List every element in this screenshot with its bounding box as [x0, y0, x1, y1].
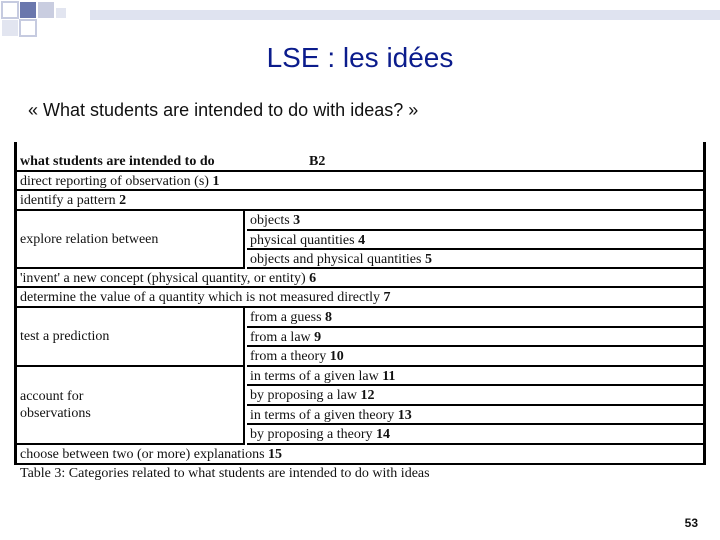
- table-row: [17, 445, 703, 465]
- row-number: 6: [309, 271, 317, 286]
- group-label-line1: account for: [20, 389, 84, 404]
- row-text: by proposing a law: [250, 388, 357, 403]
- row-text: objects: [250, 213, 290, 228]
- slide-subtitle: « What students are intended to do with ideas? »: [28, 100, 419, 120]
- table-row: [247, 386, 703, 406]
- table-row: [247, 367, 703, 386]
- group-label-text: explore relation between: [20, 231, 159, 247]
- table-row: [17, 269, 703, 288]
- row-number: 7: [383, 290, 391, 305]
- row-number: 12: [360, 388, 375, 403]
- row-number: 14: [375, 427, 390, 442]
- row-number: 3: [293, 213, 301, 228]
- table-row: [17, 191, 703, 211]
- header-col1: what students are intended to do: [20, 154, 215, 169]
- row-number: 5: [424, 252, 432, 267]
- row-text: in terms of a given law: [250, 369, 379, 384]
- table-row: [247, 250, 703, 269]
- row-number: 10: [329, 349, 344, 364]
- table-caption: Table 3: Categories related to what students are intended to do with ideas: [20, 466, 430, 481]
- table-row: [247, 347, 703, 367]
- row-number: 1: [212, 174, 220, 189]
- row-number: 11: [382, 369, 396, 384]
- row-number: 15: [268, 447, 283, 462]
- group-label-explore: [17, 211, 245, 269]
- table-row: [17, 288, 703, 308]
- table-row: [247, 211, 703, 231]
- row-text: in terms of a given theory: [250, 408, 395, 423]
- row-text: choose between two (or more) explanations: [20, 447, 265, 462]
- group-label-line2: observations: [20, 406, 91, 421]
- row-text: from a theory: [250, 349, 327, 364]
- header-col2: B2: [309, 154, 326, 169]
- row-number: 8: [325, 310, 333, 325]
- table-row: [247, 425, 703, 445]
- table-row: [247, 406, 703, 425]
- categories-table: [14, 142, 706, 465]
- group-label-text: test a prediction: [20, 329, 110, 344]
- row-number: 13: [397, 408, 412, 423]
- row-text: 'invent' a new concept (physical quantity, or entity): [20, 271, 306, 286]
- row-text: direct reporting of observation (s): [20, 174, 209, 189]
- row-text: determine the value of a quantity which is not measured directly: [20, 290, 380, 305]
- row-text: from a law: [250, 330, 311, 345]
- row-text: physical quantities: [250, 233, 355, 248]
- page-number: 53: [684, 516, 698, 530]
- row-text: objects and physical quantities: [250, 252, 422, 267]
- row-text: by proposing a theory: [250, 427, 373, 442]
- group-label-test: [17, 308, 245, 367]
- group-label-account: [17, 367, 245, 445]
- row-text: identify a pattern: [20, 193, 116, 208]
- table-row: [247, 308, 703, 328]
- table-row: [247, 231, 703, 250]
- slide-title: LSE : les idées: [266, 42, 454, 73]
- corner-squares-decoration: [0, 0, 720, 45]
- row-text: from a guess: [250, 310, 322, 325]
- table-header-row: [17, 152, 703, 172]
- row-number: 4: [358, 233, 366, 248]
- row-number: 9: [314, 330, 322, 345]
- table-row: [247, 328, 703, 347]
- row-number: 2: [119, 193, 127, 208]
- table-row: [17, 172, 703, 191]
